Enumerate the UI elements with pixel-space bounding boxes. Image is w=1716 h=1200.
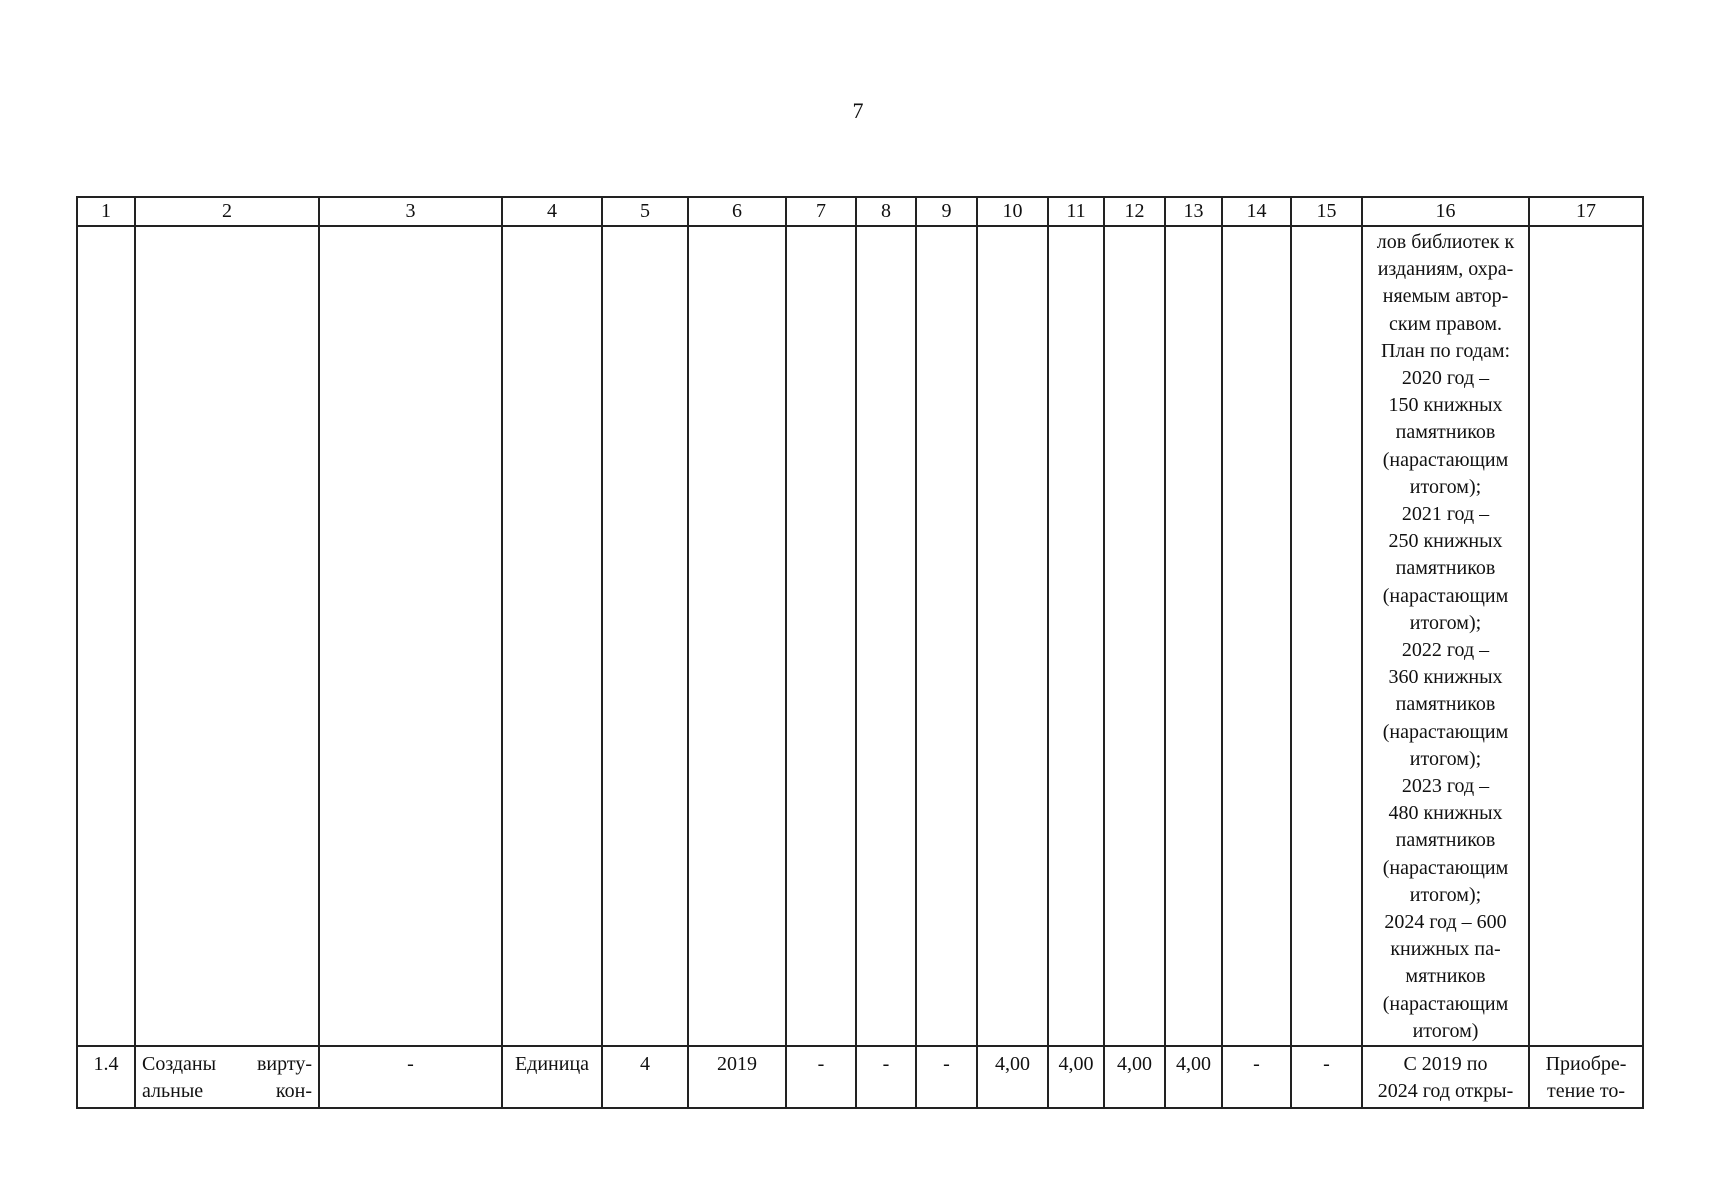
text-line: 360 книжных xyxy=(1388,666,1503,689)
text-line: итогом); xyxy=(1409,475,1482,498)
column-number: 10 xyxy=(977,197,1048,226)
row-number: 1.4 xyxy=(77,1046,135,1108)
table-row-1-4 xyxy=(77,1046,1643,1108)
text-line: памятников xyxy=(1395,421,1496,444)
value-cell: 4,00 xyxy=(1104,1046,1165,1108)
word: вирту- xyxy=(256,1053,312,1076)
column-number: 17 xyxy=(1529,197,1643,226)
table-cell xyxy=(1291,226,1362,1046)
unit-cell: Единица xyxy=(502,1046,602,1108)
text-line: памятников xyxy=(1395,693,1496,716)
table-cell: - xyxy=(786,1046,856,1108)
text-line: памятников xyxy=(1395,829,1496,852)
word: альные xyxy=(142,1080,204,1103)
text-line: 2024 год – 600 xyxy=(1384,911,1507,934)
column-number: 2 xyxy=(135,197,319,226)
column-number: 4 xyxy=(502,197,602,226)
column-number: 1 xyxy=(77,197,135,226)
column-number: 6 xyxy=(688,197,786,226)
table-cell xyxy=(1104,226,1165,1046)
description-cell xyxy=(1362,1046,1529,1108)
column-number: 7 xyxy=(786,197,856,226)
continuation-row xyxy=(77,226,1643,1046)
table-cell: - xyxy=(319,1046,502,1108)
text-line: тение то- xyxy=(1546,1080,1626,1103)
table-cell xyxy=(602,226,688,1046)
justified-line xyxy=(136,1078,318,1105)
year-cell: 2019 xyxy=(688,1046,786,1108)
table-cell xyxy=(1529,226,1643,1046)
column-number: 11 xyxy=(1048,197,1104,226)
text-line: 250 книжных xyxy=(1388,530,1503,553)
text-line: лов библиотек к xyxy=(1376,231,1515,253)
table-cell: - xyxy=(856,1046,916,1108)
note-cell xyxy=(1529,1046,1643,1108)
text-line: 480 книжных xyxy=(1388,802,1503,825)
column-number: 9 xyxy=(916,197,977,226)
table-cell xyxy=(135,226,319,1046)
result-name-cell xyxy=(135,1046,319,1108)
text-line: итогом); xyxy=(1409,611,1482,634)
table-cell xyxy=(1222,226,1291,1046)
text-line: (нарастающим xyxy=(1382,584,1509,607)
text-line: ским правом. xyxy=(1388,312,1503,335)
table-cell: - xyxy=(1222,1046,1291,1108)
text-line: (нарастающим xyxy=(1382,856,1509,879)
table-cell xyxy=(688,226,786,1046)
table-cell xyxy=(1048,226,1104,1046)
value-cell: 4,00 xyxy=(1048,1046,1104,1108)
text-line: 2024 год откры- xyxy=(1377,1080,1514,1103)
text-line: С 2019 по xyxy=(1403,1053,1488,1076)
value-cell: 4,00 xyxy=(977,1046,1048,1108)
header-row xyxy=(77,197,1643,226)
column-number: 13 xyxy=(1165,197,1222,226)
column-number: 5 xyxy=(602,197,688,226)
table-cell: - xyxy=(916,1046,977,1108)
value-cell: 4,00 xyxy=(1165,1046,1222,1108)
word: кон- xyxy=(275,1080,312,1103)
text-line: (нарастающим xyxy=(1382,992,1509,1015)
col16-continuation-text xyxy=(1362,226,1529,1046)
column-number: 16 xyxy=(1362,197,1529,226)
text-line: 2022 год – xyxy=(1401,639,1490,662)
text-line: памятников xyxy=(1395,557,1496,580)
text-line: 2021 год – xyxy=(1401,503,1490,526)
data-table xyxy=(76,196,1644,1109)
word: Созданы xyxy=(142,1053,217,1076)
text-line: итогом); xyxy=(1409,747,1482,770)
justified-line xyxy=(136,1051,318,1078)
table-cell xyxy=(856,226,916,1046)
text-line: итогом); xyxy=(1409,883,1482,906)
column-number: 3 xyxy=(319,197,502,226)
table-cell xyxy=(786,226,856,1046)
text-line: книжных па- xyxy=(1390,938,1501,961)
table-cell: 4 xyxy=(602,1046,688,1108)
text-line: изданиям, охра- xyxy=(1377,258,1514,281)
column-number: 12 xyxy=(1104,197,1165,226)
table-cell xyxy=(502,226,602,1046)
text-line: (нарастающим xyxy=(1382,448,1509,471)
text-line: мятников xyxy=(1405,965,1486,988)
text-line: План по годам: xyxy=(1380,339,1511,362)
table-cell xyxy=(916,226,977,1046)
table-cell: - xyxy=(1291,1046,1362,1108)
table-cell xyxy=(977,226,1048,1046)
column-number: 8 xyxy=(856,197,916,226)
table-cell xyxy=(77,226,135,1046)
text-line: итогом) xyxy=(1412,1019,1479,1042)
text-line: 150 книжных xyxy=(1388,394,1503,417)
text-line: 2023 год – xyxy=(1401,775,1490,798)
text-line: няемым автор- xyxy=(1382,285,1509,308)
table-cell xyxy=(1165,226,1222,1046)
text-line: 2020 год – xyxy=(1401,367,1490,390)
text-line: Приобре- xyxy=(1545,1053,1627,1076)
column-number: 15 xyxy=(1291,197,1362,226)
table-cell xyxy=(319,226,502,1046)
text-line: (нарастающим xyxy=(1382,720,1509,743)
column-number: 14 xyxy=(1222,197,1291,226)
page-number: 7 xyxy=(852,98,864,123)
